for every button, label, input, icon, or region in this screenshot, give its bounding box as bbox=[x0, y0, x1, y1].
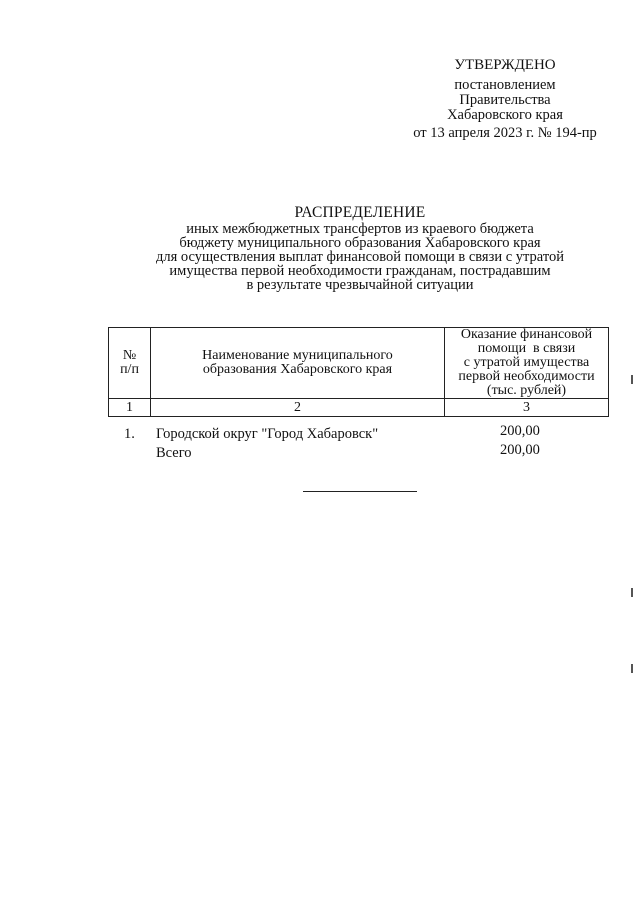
title-line: в результате чрезвычайной ситуации bbox=[246, 277, 474, 293]
approval-stamp bbox=[400, 58, 610, 141]
title-line: бюджету муниципального образования Хабаровского края bbox=[179, 235, 541, 251]
header-amount-line: первой необходимости bbox=[458, 369, 595, 384]
closing-line bbox=[303, 491, 417, 492]
header-number-cell bbox=[109, 328, 151, 399]
header-number-symbol: № bbox=[122, 348, 137, 363]
header-name-line: Наименование муниципального bbox=[202, 348, 393, 363]
row-amount: 200,00 bbox=[500, 423, 540, 439]
scan-edge-mark bbox=[631, 375, 633, 384]
title-line: иных межбюджетных трансфертов из краевого бюджета bbox=[186, 221, 534, 237]
header-name-cell bbox=[151, 328, 445, 399]
header-amount-line: с утратой имущества bbox=[463, 355, 590, 370]
scan-edge-mark bbox=[631, 588, 633, 597]
column-number-row bbox=[109, 399, 609, 417]
column-number: 2 bbox=[151, 399, 445, 417]
approval-heading: УТВЕРЖДЕНО bbox=[454, 57, 556, 73]
approval-date: от 13 апреля 2023 г. № 194-пр bbox=[413, 125, 597, 141]
document-title bbox=[110, 206, 610, 292]
title-line: для осуществления выплат финансовой помощи в связи с утратой bbox=[155, 249, 565, 265]
approval-line-3: Хабаровского края bbox=[447, 107, 563, 123]
header-amount-line: помощи в связи bbox=[477, 341, 576, 356]
column-number: 1 bbox=[109, 399, 151, 417]
header-name-line: образования Хабаровского края bbox=[202, 362, 393, 377]
title-main: РАСПРЕДЕЛЕНИЕ bbox=[294, 204, 426, 221]
approval-line-1: постановлением bbox=[454, 77, 556, 93]
header-amount-line: (тыс. рублей) bbox=[486, 383, 567, 398]
scan-edge-mark bbox=[631, 664, 633, 673]
row-municipality-name: Городской округ "Город Хабаровск" bbox=[156, 426, 379, 442]
table-header-row bbox=[109, 328, 609, 399]
distribution-table bbox=[108, 327, 609, 417]
header-number-abbrev: п/п bbox=[120, 362, 139, 377]
total-amount: 200,00 bbox=[500, 442, 540, 458]
column-number: 3 bbox=[445, 399, 609, 417]
title-line: имущества первой необходимости гражданам, пострадавшим bbox=[169, 263, 551, 279]
header-amount-line: Оказание финансовой bbox=[460, 327, 593, 342]
approval-line-2: Правительства bbox=[459, 92, 551, 108]
total-label: Всего bbox=[156, 445, 192, 461]
row-number: 1. bbox=[124, 426, 135, 442]
header-amount-cell bbox=[445, 328, 609, 399]
